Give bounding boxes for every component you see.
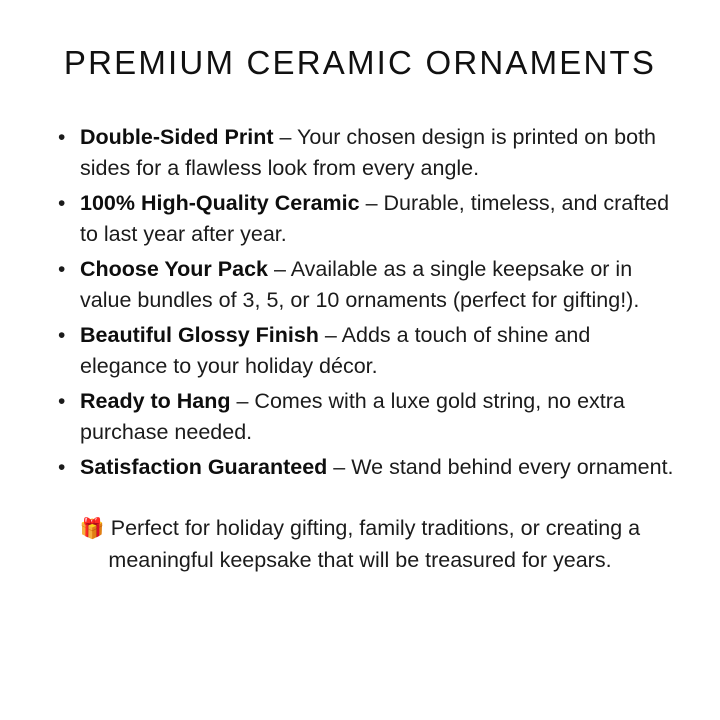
list-item	[54, 452, 678, 483]
gift-icon: 🎁	[79, 518, 105, 540]
footer-text: Perfect for holiday gifting, family traditions, or creating a meaningful keepsake that will be treasured for years.	[104, 516, 641, 572]
list-item	[54, 254, 678, 316]
feature-text: – Adds a touch of shine and elegance to your holiday décor.	[80, 323, 591, 378]
list-item	[54, 320, 678, 382]
feature-text: – Durable, timeless, and crafted to last year after year.	[80, 191, 670, 246]
bullet-icon: •	[58, 192, 66, 215]
list-item	[54, 386, 678, 448]
feature-text: – Available as a single keepsake or in value bundles of 3, 5, or 10 ornaments (perfect for gifting!).	[80, 257, 640, 312]
page-title: PREMIUM CERAMIC ORNAMENTS	[63, 44, 657, 81]
feature-label: Satisfaction Guaranteed	[80, 455, 328, 479]
feature-text: – We stand behind every ornament.	[327, 455, 674, 479]
list-item	[54, 122, 678, 184]
feature-text: – Comes with a luxe gold string, no extra purchase needed.	[80, 389, 625, 444]
bullet-icon: •	[58, 258, 66, 281]
bullet-icon: •	[58, 390, 66, 413]
feature-label: 100% High-Quality Ceramic	[80, 191, 360, 215]
list-item	[54, 188, 678, 250]
feature-label: Double-Sided Print	[80, 125, 274, 149]
bullet-icon: •	[58, 126, 66, 149]
feature-text: – Your chosen design is printed on both sides for a flawless look from every angle.	[80, 125, 657, 180]
feature-label: Beautiful Glossy Finish	[80, 323, 319, 347]
feature-label: Choose Your Pack	[80, 257, 268, 281]
feature-list	[28, 122, 692, 487]
feature-label: Ready to Hang	[80, 389, 231, 413]
bullet-icon: •	[58, 456, 66, 479]
bullet-icon: •	[58, 324, 66, 347]
footer-note	[28, 513, 692, 576]
